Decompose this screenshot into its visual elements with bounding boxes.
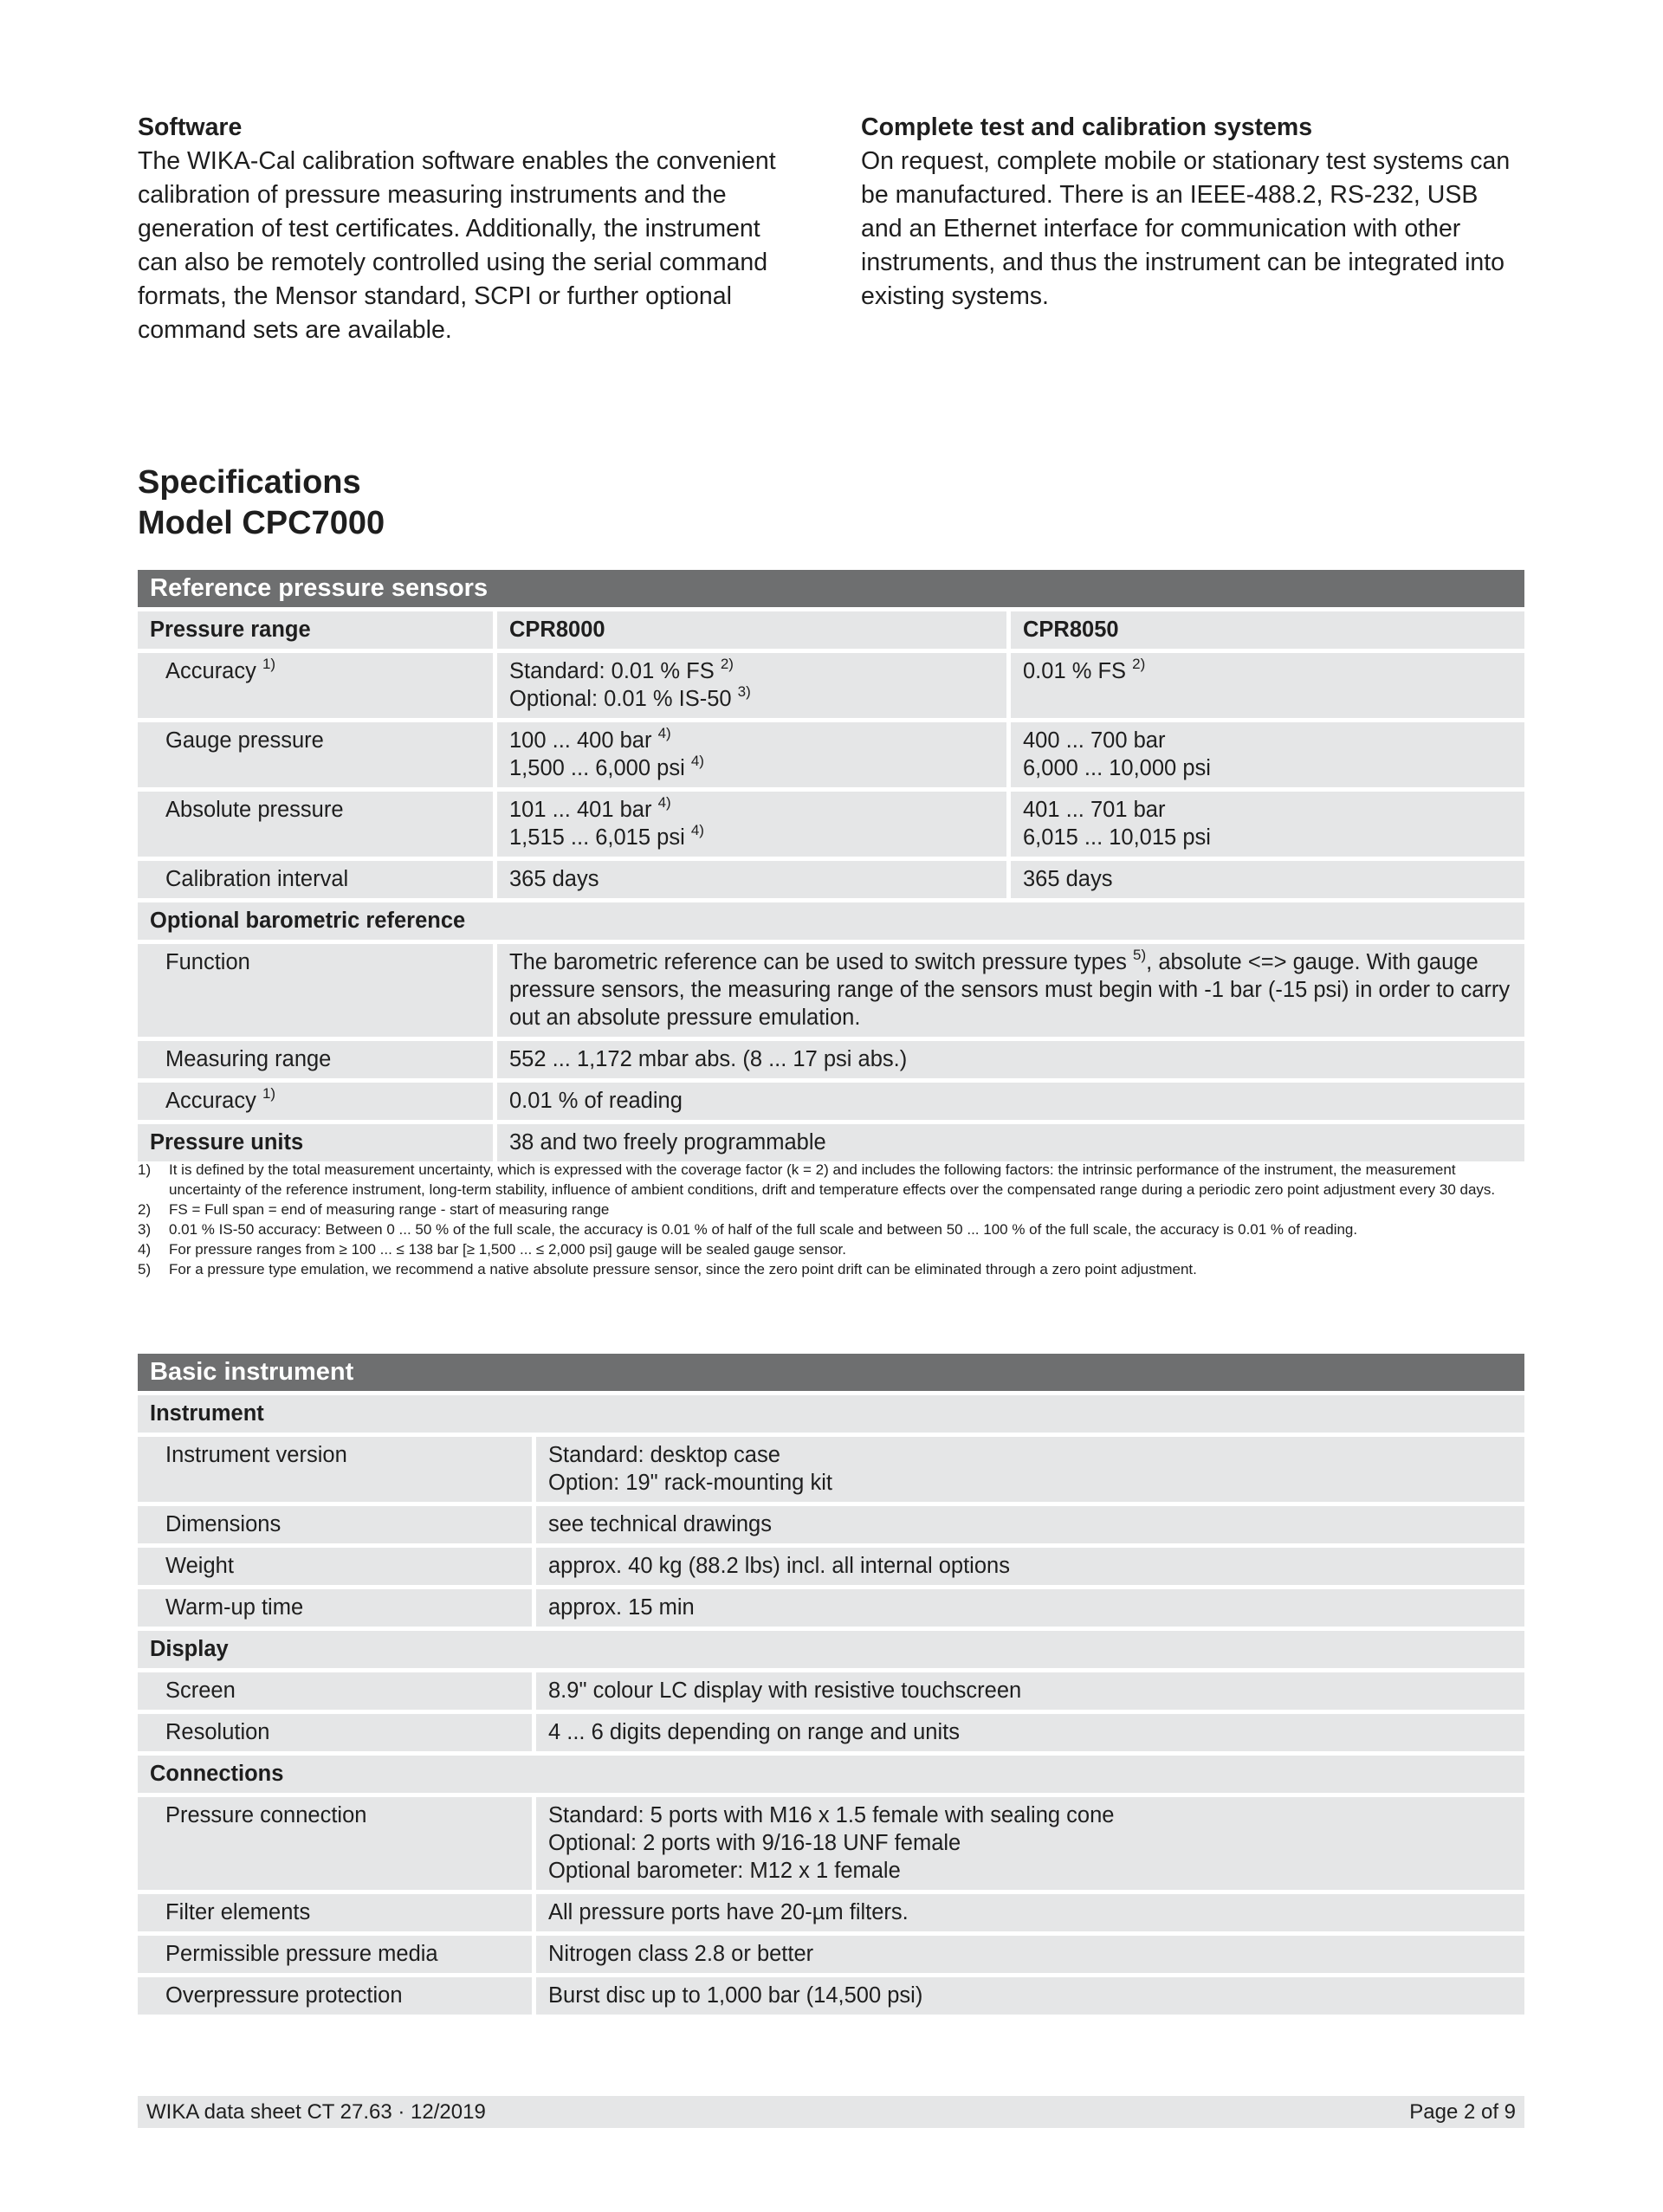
value-line: 1,515 ... 6,015 psi xyxy=(509,825,685,850)
footnote-number: 4) xyxy=(138,1241,152,1258)
footer-page-number: Page 2 of 9 xyxy=(1409,2099,1516,2124)
software-title: Software xyxy=(138,113,243,141)
row-label xyxy=(138,653,493,722)
table-row xyxy=(138,653,1524,722)
baro-accuracy-label: Accuracy xyxy=(165,1089,256,1113)
row-value: 365 days xyxy=(1006,861,1524,902)
table-row xyxy=(138,1672,1524,1714)
pressure-units-label: Pressure units xyxy=(138,1124,493,1166)
table-row xyxy=(138,722,1524,792)
footnote-ref: 2) xyxy=(720,655,734,672)
table-row xyxy=(138,1589,1524,1631)
row-value: 365 days xyxy=(493,861,1006,902)
row-value xyxy=(1006,653,1524,722)
systems-block xyxy=(861,111,1524,347)
table-row xyxy=(138,1083,1524,1124)
row-value: 38 and two freely programmable xyxy=(493,1124,1524,1166)
row-value: approx. 40 kg (88.2 lbs) incl. all internal options xyxy=(532,1548,1524,1589)
systems-text: On request, complete mobile or stationary test systems can be manufactured. There is an IEEE-488.2, RS-232, USB and an Ethernet interface for communication with other instruments, and thus the instrument can be integrated into existing systems. xyxy=(861,147,1511,310)
row-value: see technical drawings xyxy=(532,1506,1524,1548)
footnote-number: 5) xyxy=(138,1261,152,1277)
table-banner xyxy=(138,570,1524,611)
value-text: The barometric reference can be used to switch pressure types xyxy=(509,950,1127,974)
footnote-number: 3) xyxy=(138,1221,152,1238)
software-text: The WIKA-Cal calibration software enables the convenient calibration of pressure measuring instruments and the generation of test certificates. Additionally, the instrument can also be remotely controlled using the serial command formats, the Mensor standard, SCPI or further optional command sets are available. xyxy=(138,147,776,344)
row-value: 4 ... 6 digits depending on range and units xyxy=(532,1714,1524,1756)
value-line: Standard: 5 ports with M16 x 1.5 female with sealing cone xyxy=(548,1803,1115,1827)
section-row xyxy=(138,902,1524,944)
row-value xyxy=(1006,722,1524,792)
table-header-row xyxy=(138,611,1524,653)
value-text: , absolute <=> gauge. With gauge pressure sensors, the measuring range of the sensors must begin with -1 bar (-15 psi) in order to carry out an absolute pressure emulation. xyxy=(509,950,1511,1030)
table-row xyxy=(138,1437,1524,1506)
table-row xyxy=(138,1714,1524,1756)
table-row xyxy=(138,1797,1524,1894)
value-line: Standard: desktop case xyxy=(548,1443,780,1467)
baro-section-title: Optional barometric reference xyxy=(138,902,1524,944)
value-line: 400 ... 700 bar xyxy=(1023,728,1166,753)
row-value xyxy=(493,653,1006,722)
weight-label: Weight xyxy=(138,1548,532,1589)
measuring-range-label: Measuring range xyxy=(138,1041,493,1083)
value-line: 1,500 ... 6,000 psi xyxy=(509,756,685,780)
value-line: Optional: 2 ports with 9/16-18 UNF female xyxy=(548,1831,961,1855)
footnote-text: FS = Full span = end of measuring range - start of measuring range xyxy=(169,1201,610,1218)
footnote-text: It is defined by the total measurement uncertainty, which is expressed with the coverage factor (k = 2) and includes the following factors: the intrinsic performance of the instrument, the measurement uncertainty of the reference instrument, long-term stability, influence of ambient conditions, drift and temperature effects over the compensated range during a periodic zero point adjustment every 30 days. xyxy=(169,1161,1496,1198)
row-value xyxy=(1006,792,1524,861)
footnote-item xyxy=(138,1219,1524,1239)
value-line: 101 ... 401 bar xyxy=(509,798,652,822)
footnote-ref: 5) xyxy=(1133,946,1147,963)
row-value: approx. 15 min xyxy=(532,1589,1524,1631)
value-line: Option: 19" rack-mounting kit xyxy=(548,1471,832,1495)
spec-heading-line1: Specifications xyxy=(138,464,361,501)
footnote-item xyxy=(138,1200,1524,1219)
footnote-text: 0.01 % IS-50 accuracy: Between 0 ... 50 % of the full scale, the accuracy is 0.01 % of half of the full scale and between 50 ... 100 % of the full scale, the accuracy is 0.01 % of reading. xyxy=(169,1221,1358,1238)
table-row xyxy=(138,792,1524,861)
table-row xyxy=(138,1506,1524,1548)
row-value xyxy=(493,722,1006,792)
warmup-label: Warm-up time xyxy=(138,1589,532,1631)
footnote-ref: 1) xyxy=(262,1084,276,1102)
overpressure-label: Overpressure protection xyxy=(138,1977,532,2019)
filter-label: Filter elements xyxy=(138,1894,532,1936)
function-label: Function xyxy=(138,944,493,1041)
row-value xyxy=(532,1437,1524,1506)
value-line: Optional barometer: M12 x 1 female xyxy=(548,1859,901,1883)
row-value: 8.9" colour LC display with resistive touchscreen xyxy=(532,1672,1524,1714)
table-row xyxy=(138,1894,1524,1936)
footnote-ref: 3) xyxy=(737,682,751,700)
row-label xyxy=(138,1083,493,1124)
section-row xyxy=(138,1395,1524,1437)
value-line: Standard: 0.01 % FS xyxy=(509,659,715,683)
footnote-number: 2) xyxy=(138,1201,152,1218)
footnote-item xyxy=(138,1259,1524,1279)
software-block xyxy=(138,111,787,347)
accuracy-label: Accuracy xyxy=(165,659,256,683)
row-value: 0.01 % of reading xyxy=(493,1083,1524,1124)
table-row xyxy=(138,1977,1524,2019)
connections-section-title: Connections xyxy=(138,1756,1524,1797)
footnote-ref: 1) xyxy=(262,655,276,672)
banner-title: Basic instrument xyxy=(138,1354,1524,1395)
table-row xyxy=(138,1041,1524,1083)
footnote-ref: 4) xyxy=(690,821,704,838)
footnote-ref: 4) xyxy=(690,752,704,769)
value-line: 6,000 ... 10,000 psi xyxy=(1023,756,1211,780)
section-row xyxy=(138,1631,1524,1672)
section-row xyxy=(138,1756,1524,1797)
footnote-ref: 4) xyxy=(657,724,671,741)
row-value: All pressure ports have 20-µm filters. xyxy=(532,1894,1524,1936)
row-value: 552 ... 1,172 mbar abs. (8 ... 17 psi abs.) xyxy=(493,1041,1524,1083)
value-line: 6,015 ... 10,015 psi xyxy=(1023,825,1211,850)
systems-title: Complete test and calibration systems xyxy=(861,113,1313,141)
row-value xyxy=(493,792,1006,861)
basic-instrument-table xyxy=(138,1354,1524,2019)
table-banner xyxy=(138,1354,1524,1395)
screen-label: Screen xyxy=(138,1672,532,1714)
instrument-version-label: Instrument version xyxy=(138,1437,532,1506)
display-section-title: Display xyxy=(138,1631,1524,1672)
page-footer xyxy=(138,2096,1524,2128)
calibration-label: Calibration interval xyxy=(138,861,493,902)
intro-section xyxy=(138,111,1524,347)
function-value xyxy=(493,944,1524,1041)
table-row xyxy=(138,944,1524,1041)
dimensions-label: Dimensions xyxy=(138,1506,532,1548)
reference-sensors-table xyxy=(138,570,1524,1166)
media-label: Permissible pressure media xyxy=(138,1936,532,1977)
footnote-ref: 2) xyxy=(1132,655,1146,672)
footnote-ref: 4) xyxy=(657,793,671,811)
spec-heading-line2: Model CPC7000 xyxy=(138,505,385,541)
footer-doc-id: WIKA data sheet CT 27.63 · 12/2019 xyxy=(146,2099,486,2124)
table-row xyxy=(138,1936,1524,1977)
table-row xyxy=(138,861,1524,902)
value-line: Optional: 0.01 % IS-50 xyxy=(509,687,732,711)
absolute-label: Absolute pressure xyxy=(138,792,493,861)
value-line: 0.01 % FS xyxy=(1023,659,1127,683)
banner-title: Reference pressure sensors xyxy=(138,570,1524,611)
value-line: 401 ... 701 bar xyxy=(1023,798,1166,822)
header-label: Pressure range xyxy=(138,611,493,653)
header-col-cpr8000: CPR8000 xyxy=(493,611,1006,653)
footnotes xyxy=(138,1160,1524,1279)
footnote-text: For pressure ranges from ≥ 100 ... ≤ 138 bar [≥ 1,500 ... ≤ 2,000 psi] gauge will be sealed gauge sensor. xyxy=(169,1241,846,1258)
header-col-cpr8050: CPR8050 xyxy=(1006,611,1524,653)
row-value: Burst disc up to 1,000 bar (14,500 psi) xyxy=(532,1977,1524,2019)
resolution-label: Resolution xyxy=(138,1714,532,1756)
pressure-connection-label: Pressure connection xyxy=(138,1797,532,1894)
footnote-item xyxy=(138,1160,1524,1200)
instrument-section-title: Instrument xyxy=(138,1395,1524,1437)
footnote-text: For a pressure type emulation, we recommend a native absolute pressure sensor, since the zero point drift can be eliminated through a zero point adjustment. xyxy=(169,1261,1197,1277)
row-value: Nitrogen class 2.8 or better xyxy=(532,1936,1524,1977)
footnote-number: 1) xyxy=(138,1161,152,1178)
gauge-label: Gauge pressure xyxy=(138,722,493,792)
value-line: 100 ... 400 bar xyxy=(509,728,652,753)
specifications-heading xyxy=(138,462,385,544)
footnote-item xyxy=(138,1239,1524,1259)
table-row xyxy=(138,1548,1524,1589)
row-value xyxy=(532,1797,1524,1894)
